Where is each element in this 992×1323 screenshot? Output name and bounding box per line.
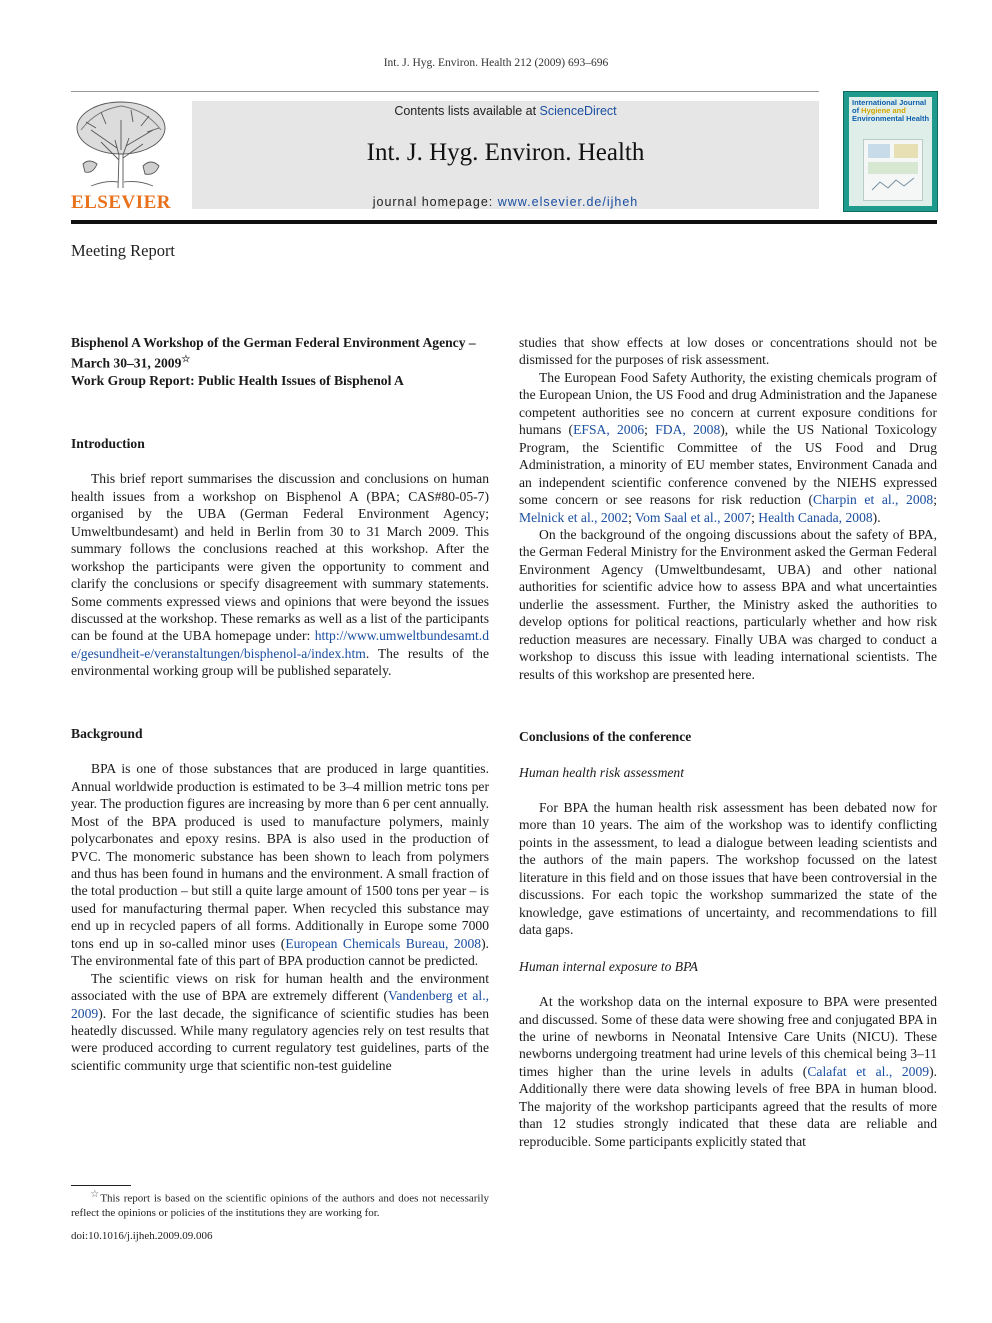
contents-prefix: Contents lists available at	[394, 104, 540, 118]
footnote-rule	[71, 1185, 131, 1186]
homepage-prefix: journal homepage:	[372, 195, 498, 209]
doi: doi:10.1016/j.ijheh.2009.09.006	[71, 1230, 213, 1242]
article-title: Bisphenol A Workshop of the German Federal Environment Agency – March 30–31, 2009☆ Work Group Report: Public Health Issues of Bisphenol A	[71, 335, 476, 389]
elsevier-tree-icon	[71, 100, 171, 190]
elsevier-logo	[71, 100, 171, 212]
conclusions-heading: Conclusions of the conference	[519, 729, 692, 745]
right-paragraph-1: studies that show effects at low doses or concentrations should not be dismissed for the purposes of risk assessment.	[519, 335, 937, 368]
homepage-link[interactable]: www.elsevier.de/ijheh	[497, 195, 639, 209]
internal-exposure-heading: Human internal exposure to BPA	[519, 958, 698, 974]
reference-link[interactable]: EFSA, 2006	[573, 422, 645, 438]
reference-link[interactable]: Vom Saal et al., 2007	[635, 509, 752, 525]
human-health-risk-heading: Human health risk assessment	[519, 764, 685, 780]
elsevier-wordmark: ELSEVIER	[70, 192, 172, 213]
article-type: Meeting Report	[71, 241, 176, 260]
article-subtitle: Work Group Report: Public Health Issues of Bisphenol A	[71, 373, 404, 389]
background-paragraph-1: BPA is one of those substances that are produced in large quantities. Annual worldwide production is estimated to be 3–4 million metric tons per year. The production figures are increasing by more than 6 per cent annually. Most of the BPA produced is used to manufacture polymers, mainly polycarbonates and epoxy resins. BPA is also used in the production of PVC. The monomeric substance has been shown to leach from polymers and thus has been found in humans and the environment. A small fraction of the total production – but still a quite large amount of 1500 tons per year – is used for manufacturing thermal paper. When recycled this substance may end up in recycled papers of all forms. Additionally in Europe some 7000 tons end up in so-called minor uses (European Chemicals Bureau, 2008). The environmental fate of this part of BPA production cannot be predicted.	[71, 761, 490, 969]
reference-link[interactable]: European Chemicals Bureau, 2008	[285, 935, 482, 951]
cover-illustration	[863, 139, 923, 201]
internal-exposure-paragraph: At the workshop data on the internal exposure to BPA were presented and discussed. Some of these data were showing free and conjugated BPA in the urine of newborns in Neonatal Intensive Care Units (NICU). These newborns undergoing treatment had urine levels of this chemical being 3–11 times higher than the urine levels in adults (Calafat et al., 2009). Additionally there were data showing levels of free BPA in human blood. The majority of the workshop participants agreed that the results of more than 12 studies strongly indicated that these data are reliable and reproducible. Some participants explicitly stated that	[519, 994, 937, 1149]
right-column	[519, 334, 937, 1150]
footnote-mark: ☆	[90, 1189, 101, 1200]
uba-homepage-link[interactable]: http://www.umweltbundesamt.de/gesundheit-e/veranstaltungen/bisphenol-a/index.htm	[71, 628, 489, 661]
journal-citation: Int. J. Hyg. Environ. Health 212 (2009) 693–696	[383, 57, 609, 69]
journal-homepage	[192, 195, 819, 209]
reference-link[interactable]: Calafat et al., 2009	[807, 1063, 930, 1079]
left-column	[71, 334, 489, 1074]
title-footnote-mark[interactable]: ☆	[181, 354, 191, 366]
introduction-heading: Introduction	[71, 435, 145, 451]
journal-banner	[192, 101, 819, 209]
journal-title: Int. J. Hyg. Environ. Health	[366, 139, 645, 166]
reference-link[interactable]: Charpin et al., 2008	[813, 492, 934, 508]
background-heading: Background	[71, 725, 143, 741]
contents-available	[192, 104, 819, 118]
cover-title: International Journal of Hygiene and Environmental Health	[852, 98, 930, 123]
header-top-rule	[71, 91, 819, 92]
sciencedirect-link[interactable]: ScienceDirect	[539, 104, 617, 118]
right-paragraph-3: On the background of the ongoing discussions about the safety of BPA, the German Federal Ministry for the Environment asked the German Federal Environment Agency (Umweltbundesamt, UBA) and other national authorities for scientific advice how to assess BPA and what uncertainties underlie the assessment. Further, the Ministry asked the authorities to develop options for political reactions, particularly whether and how risk reduction measures are necessary. Finally UBA was charged to conduct a workshop to discuss this issue with leading international scientists. The results of this workshop are presented here.	[519, 526, 937, 682]
reference-link[interactable]: FDA, 2008	[655, 422, 721, 438]
journal-cover-thumbnail	[843, 91, 938, 212]
right-paragraph-2: The European Food Safety Authority, the existing chemicals program of the European Union, the US Food and drug Administration and the Japanese competent authorities see no concern at current exposure conditions for humans (EFSA, 2006; FDA, 2008), while the US National Toxicology Program, the Scientific Committee of the US Food and Drug Administration, a minority of EU member states, Environment Canada and an independent scientific conference convened by the NIEHS expressed some concern or see reasons for risk reduction (Charpin et al., 2008; Melnick et al., 2002; Vom Saal et al., 2007; Health Canada, 2008).	[519, 369, 937, 525]
cover-diagram-icon	[864, 140, 922, 200]
reference-link[interactable]: Health Canada, 2008	[758, 509, 873, 525]
footnote: ☆This report is based on the scientific opinions of the authors and does not necessarily reflect the opinions or policies of the institutions they are working for.	[71, 1189, 490, 1219]
reference-link[interactable]: Melnick et al., 2002	[519, 509, 629, 525]
reference-link[interactable]: Vandenberg et al., 2009	[71, 988, 489, 1021]
introduction-paragraph: This brief report summarises the discussion and conclusions on human health issues from a workshop on Bisphenol A (BPA; CAS#80-05-7) organised by the UBA (German Federal Environment Agency; Umweltbundesamt) and held in Berlin from 30 to 31 March 2009. This summary follows the conclusions reached at this workshop. After the workshop the participants were given the opportunity to comment and clarify the conclusions or specify disagreement with summary statements. Some comments expressed views and opinions that were beyond the issues discussed at the workshop. These remarks as well as a list of the participants can be found at the UBA homepage under: http://www.umweltbundesamt.de/gesundheit-e/veranstaltungen/bisphenol-a/index.htm. The results of the environmental working group will be published separately.	[71, 471, 489, 679]
human-health-risk-paragraph: For BPA the human health risk assessment has been debated now for more than 10 years. The aim of the workshop was to identify conflicting points in the assessment, to lead a dialogue between leading scientists and the authors of the main papers. The workshop focussed on the latest literature in this field and on those issues that have been controversial in the discussions. For each topic the workshop summarized the state of the knowledge, gave estimations of uncertainty, and recommendations to fill data gaps.	[519, 799, 937, 938]
background-paragraph-2: The scientific views on risk for human health and the environment associated with the use of BPA are extremely different (Vandenberg et al., 2009). For the last decade, the significance of scientific studies has been heatedly discussed. While many regulatory agencies rely on test results that were produced according to current regulatory test guidelines, parts of the scientific community urge that scientific non-test guideline	[71, 970, 489, 1073]
header-bottom-rule	[71, 220, 937, 224]
